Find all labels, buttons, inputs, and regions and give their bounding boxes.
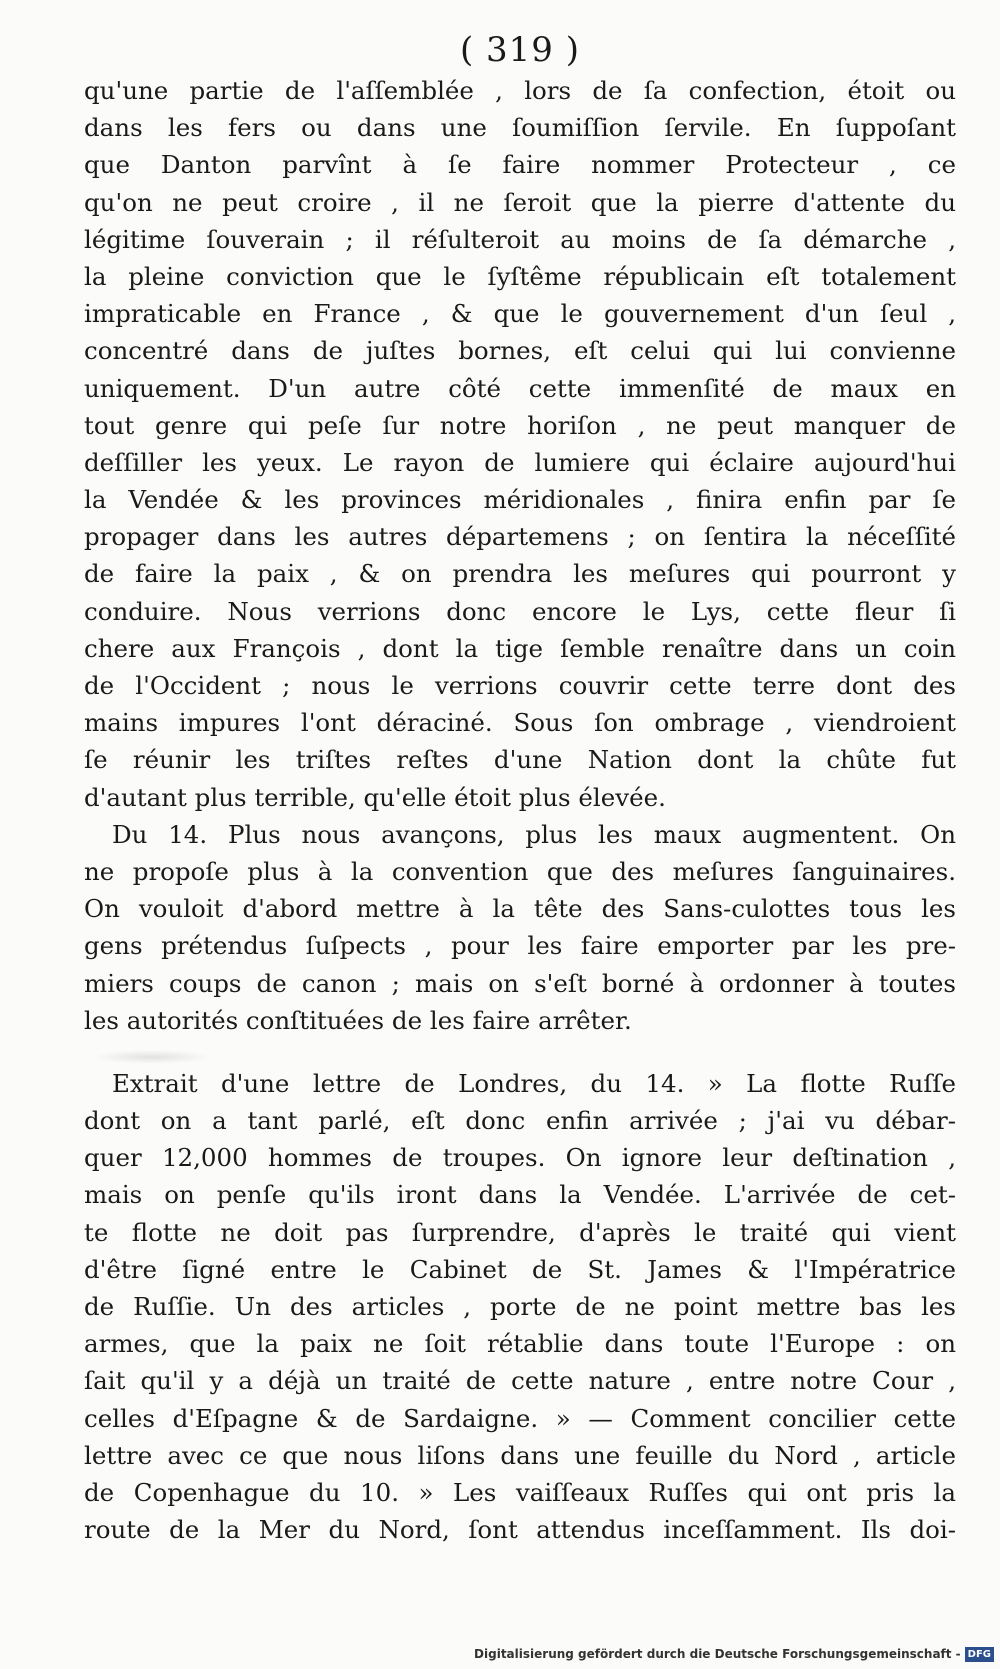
text-line: la Vendée & les provinces méridionales , finira enfin par ſe	[84, 485, 956, 515]
text-line: mains impures l'ont déraciné. Sous ſon ombrage , viendroient	[84, 708, 956, 738]
text-line: ne propoſe plus à la convention que des meſures ſanguinaires.	[84, 856, 956, 886]
credit-text: Digitalisierung gefördert durch die Deutsche Forschungsgemeinschaft -	[474, 1647, 961, 1661]
text-line: chere aux François , dont la tige ſemble renaître dans un coin	[84, 633, 956, 663]
text-line: mais on penſe qu'ils iront dans la Vendée. L'arrivée de cet-	[84, 1180, 956, 1210]
text-line: Extrait d'une lettre de Londres, du 14. » La flotte Ruſſe	[112, 1068, 956, 1098]
text-line: de Ruſſie. Un des articles , porte de ne point mettre bas les	[84, 1292, 956, 1321]
paragraph-2	[84, 816, 956, 1039]
text-line: gens prétendus ſuſpects , pour les faire emporter par les pre-	[84, 931, 956, 961]
text-line: de l'Occident ; nous le verrions couvrir cette terre dont des	[84, 671, 956, 700]
paragraph-gap	[84, 1039, 956, 1065]
text-line: concentré dans de juſtes bornes, eſt celui qui lui convienne	[84, 336, 956, 366]
text-line: te flotte ne doit pas ſurprendre, d'après le traité qui vient	[84, 1217, 956, 1247]
text-line: quer 12,000 hommes de troupes. On ignore leur deſtination ,	[84, 1143, 956, 1173]
text-line: qu'une partie de l'aſſemblée , lors de ſa confection, étoit ou	[84, 76, 956, 105]
text-line: de faire la paix , & on prendra les meſures qui pourront y	[84, 559, 956, 589]
text-line: lettre avec ce que nous liſons dans une feuille du Nord , article	[84, 1440, 956, 1470]
text-line: d'autant plus terrible, qu'elle étoit plus élevée.	[84, 782, 666, 812]
text-line: conduire. Nous verrions donc encore le Lys, cette fleur ſi	[84, 596, 956, 626]
text-block	[84, 28, 956, 1548]
text-line: dont on a tant parlé, eſt donc enfin arrivée ; j'ai vu débar-	[84, 1106, 956, 1136]
text-line: Du 14. Plus nous avançons, plus les maux augmentent. On	[112, 819, 956, 849]
text-line: de Copenhague du 10. » Les vaiſſeaux Ruſſes qui ont pris la	[84, 1477, 956, 1507]
text-line: tout genre qui peſe ſur notre horiſon , ne peut manquer de	[84, 410, 956, 440]
text-line: impraticable en France , & que le gouvernement d'un ſeul ,	[84, 299, 956, 329]
text-line: les autorités conſtituées de les faire arrêter.	[84, 1005, 632, 1035]
text-line: que Danton parvînt à ſe faire nommer Protecteur , ce	[84, 150, 956, 180]
dfg-logo: DFG	[965, 1647, 994, 1662]
text-line: celles d'Eſpagne & de Sardaigne. » — Comment concilier cette	[84, 1403, 956, 1433]
text-line: dans les fers ou dans une ſoumiſſion ſervile. En ſuppoſant	[84, 113, 956, 143]
text-line: route de la Mer du Nord, ſont attendus inceſſamment. Ils doi-	[84, 1515, 956, 1545]
text-line: propager dans les autres départemens ; on ſentira la néceſſité	[84, 522, 956, 552]
digitization-credit	[474, 1643, 994, 1665]
text-line: qu'on ne peut croire , il ne ſeroit que la pierre d'attente du	[84, 187, 956, 217]
text-line: d'être ſigné entre le Cabinet de St. James & l'Impératrice	[84, 1254, 956, 1284]
text-line: uniquement. D'un autre côté cette immenſité de maux en	[84, 373, 956, 403]
paragraph-1	[84, 72, 956, 816]
text-line: miers coups de canon ; mais on s'eſt borné à ordonner à toutes	[84, 968, 956, 998]
paragraph-3	[84, 1065, 956, 1548]
text-line: ſait qu'il y a déjà un traité de cette nature , entre notre Cour ,	[84, 1366, 956, 1396]
text-line: légitime ſouverain ; il réſulteroit au moins de ſa démarche ,	[84, 224, 956, 254]
text-line: armes, que la paix ne ſoit rétablie dans toute l'Europe : on	[84, 1329, 956, 1359]
text-line: deſſiller les yeux. Le rayon de lumiere qui éclaire aujourd'hui	[84, 447, 956, 477]
text-line: ſe réunir les triſtes reſtes d'une Nation dont la chûte fut	[84, 745, 956, 775]
text-line: la pleine conviction que le ſyſtême républicain eſt totalement	[84, 261, 956, 291]
text-line: On vouloit d'abord mettre à la tête des Sans-culottes tous les	[84, 894, 956, 924]
page-number: ( 319 )	[459, 30, 581, 70]
